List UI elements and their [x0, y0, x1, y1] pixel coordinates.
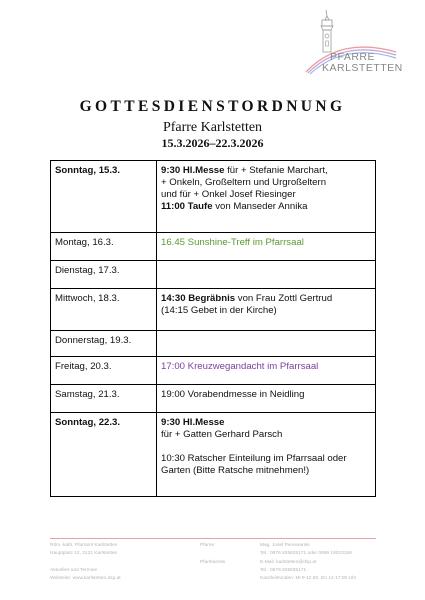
event-text: und für + Onkel Josef Riesinger — [161, 189, 296, 200]
event-text: 10:30 Ratscher Einteilung im Pfarrsaal oder — [161, 453, 347, 464]
event-cell — [157, 161, 376, 233]
event-time: 11:00 Taufe — [161, 201, 213, 212]
table-row — [51, 357, 376, 385]
table-row — [51, 385, 376, 413]
event-text: für + Gatten Gerhard Parsch — [161, 429, 283, 440]
parish-logo — [300, 6, 403, 78]
table-row — [51, 289, 376, 331]
footer-text: Webseite: www.karlstetten.dsp.at — [50, 576, 121, 582]
event-time: 14:30 Begräbnis — [161, 293, 236, 304]
day-cell: Montag, 16.3. — [51, 233, 157, 261]
footer-text: Tel.: 0676 826635171 oder 0699 18023158 — [260, 551, 352, 557]
day-cell: Samstag, 21.3. — [51, 385, 157, 413]
event-cell: 19:00 Vorabendmesse in Neidling — [157, 385, 376, 413]
logo-word-karlstetten: KARLSTETTEN — [322, 62, 403, 74]
day-cell: Dienstag, 17.3. — [51, 261, 157, 289]
event-cell: 16.45 Sunshine-Treff im Pfarrsaal — [157, 233, 376, 261]
event-text: von Manseder Annika — [212, 201, 308, 212]
event-text: von Frau Zottl Gertrud — [235, 293, 333, 304]
footer-text — [50, 559, 121, 567]
day-cell: Mittwoch, 18.3. — [51, 289, 157, 331]
footer-text: Hauptplatz 12, 3121 Karlstetten — [50, 551, 118, 557]
table-row — [51, 261, 376, 289]
footer-divider — [50, 538, 376, 539]
footer-address — [50, 542, 121, 583]
footer-text: Aktuelles und Termine — [50, 567, 98, 573]
table-row — [51, 161, 376, 233]
day-cell: Sonntag, 22.3. — [51, 413, 157, 497]
day-cell: Freitag, 20.3. — [51, 357, 157, 385]
event-text: (14:15 Gebet in der Kirche) — [161, 305, 277, 316]
parish-name: Pfarre Karlstetten — [162, 120, 263, 135]
footer-text: Pfarrer — [200, 543, 215, 548]
event-text: für + Stefanie Marchart, — [224, 165, 328, 176]
event-cell — [157, 289, 376, 331]
day-cell: Sonntag, 15.3. — [51, 161, 157, 233]
table-row — [51, 331, 376, 357]
footer-text: Tel.: 0676 826635171 — [260, 567, 307, 573]
event-cell — [157, 261, 376, 289]
event-time: 9:30 Hl.Messe — [161, 417, 225, 428]
footer-text: Pfarrkanzlei — [200, 559, 226, 565]
table-row — [51, 413, 376, 497]
footer-roles — [200, 542, 225, 567]
event-cell: 17:00 Kreuzwegandacht im Pfarrsaal — [157, 357, 376, 385]
date-range: 15.3.2026–22.3.2026 — [161, 136, 264, 150]
page-title: GOTTESDIENSTORDNUNG — [79, 98, 346, 115]
event-text: + Onkeln, Großeltern und Urgroßeltern — [161, 177, 327, 188]
day-cell: Donnerstag, 19.3. — [51, 331, 157, 357]
logo-word-pfarre: PFARRE — [330, 51, 376, 63]
schedule-table — [50, 160, 376, 497]
event-cell — [157, 331, 376, 357]
footer-text: Röm.-kath. Pfarramt Karlstetten — [50, 543, 118, 548]
footer-text — [200, 550, 225, 558]
table-row — [51, 233, 376, 261]
footer-text: Mag. Josef Pierewarski — [260, 543, 310, 548]
footer-contact — [260, 542, 356, 583]
event-cell — [157, 413, 376, 497]
footer-text: Kanzleistunden: Mi 9-12.00, Do 14-17:00 Uhr — [260, 576, 357, 582]
event-text: Garten (Bitte Ratsche mitnehmen!) — [161, 465, 310, 476]
footer-text: E-Mail: karlstetten@dsp.at — [260, 559, 317, 565]
event-time: 9:30 Hl.Messe — [161, 165, 225, 176]
